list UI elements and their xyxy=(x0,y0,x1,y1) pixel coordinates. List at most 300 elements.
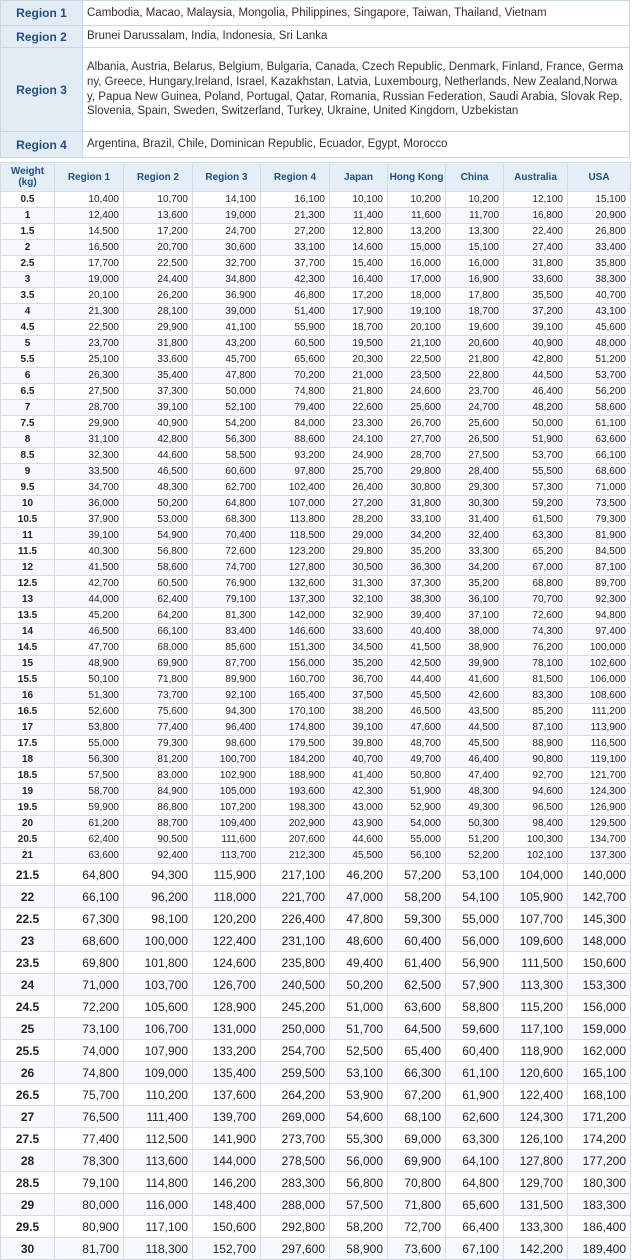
rate-cell: 50,800 xyxy=(388,768,446,784)
rate-row xyxy=(1,1238,631,1260)
rate-cell: 21,000 xyxy=(330,368,388,384)
rate-cell: 57,300 xyxy=(504,480,568,496)
rate-cell: 43,200 xyxy=(193,336,261,352)
weight-cell: 26.5 xyxy=(1,1084,55,1106)
rate-cell: 55,000 xyxy=(55,736,124,752)
rate-row xyxy=(1,432,631,448)
rate-cell: 116,500 xyxy=(568,736,631,752)
rate-cell: 283,300 xyxy=(261,1172,330,1194)
rate-cell: 68,000 xyxy=(124,640,193,656)
rate-cell: 46,500 xyxy=(388,704,446,720)
rate-cell: 94,300 xyxy=(124,864,193,886)
rate-cell: 33,600 xyxy=(330,624,388,640)
weight-cell: 14.5 xyxy=(1,640,55,656)
rate-cell: 98,400 xyxy=(504,816,568,832)
rate-cell: 60,400 xyxy=(388,930,446,952)
rate-cell: 122,400 xyxy=(504,1084,568,1106)
rate-cell: 28,400 xyxy=(446,464,504,480)
rate-row xyxy=(1,1018,631,1040)
weight-cell: 12.5 xyxy=(1,576,55,592)
rate-row xyxy=(1,1084,631,1106)
rate-cell: 64,500 xyxy=(388,1018,446,1040)
weight-cell: 17 xyxy=(1,720,55,736)
weight-cell: 2 xyxy=(1,240,55,256)
rate-cell: 37,500 xyxy=(330,688,388,704)
rate-cell: 65,200 xyxy=(504,544,568,560)
rate-row xyxy=(1,192,631,208)
rate-cell: 250,000 xyxy=(261,1018,330,1040)
rate-cell: 170,100 xyxy=(261,704,330,720)
rate-cell: 68,800 xyxy=(504,576,568,592)
rate-cell: 89,900 xyxy=(193,672,261,688)
rate-cell: 73,500 xyxy=(568,496,631,512)
rate-cell: 19,000 xyxy=(55,272,124,288)
weight-cell: 20.5 xyxy=(1,832,55,848)
rate-cell: 22,600 xyxy=(330,400,388,416)
rate-cell: 15,100 xyxy=(446,240,504,256)
rate-row xyxy=(1,320,631,336)
rate-cell: 148,000 xyxy=(568,930,631,952)
region-label: Region 1 xyxy=(1,1,83,26)
weight-cell: 21.5 xyxy=(1,864,55,886)
rate-cell: 96,400 xyxy=(193,720,261,736)
rate-cell: 87,100 xyxy=(568,560,631,576)
rate-cell: 151,300 xyxy=(261,640,330,656)
rate-cell: 51,700 xyxy=(330,1018,388,1040)
rate-cell: 73,100 xyxy=(55,1018,124,1040)
rate-cell: 72,600 xyxy=(193,544,261,560)
rate-cell: 56,000 xyxy=(330,1150,388,1172)
rate-row xyxy=(1,996,631,1018)
rate-cell: 67,000 xyxy=(504,560,568,576)
rate-cell: 35,400 xyxy=(124,368,193,384)
rate-cell: 60,500 xyxy=(261,336,330,352)
region-row xyxy=(1,48,630,132)
rate-cell: 61,100 xyxy=(446,1062,504,1084)
rate-cell: 22,400 xyxy=(504,224,568,240)
rate-cell: 31,800 xyxy=(388,496,446,512)
rate-cell: 13,200 xyxy=(388,224,446,240)
rate-cell: 90,800 xyxy=(504,752,568,768)
rate-cell: 131,500 xyxy=(504,1194,568,1216)
rate-cell: 75,700 xyxy=(55,1084,124,1106)
rate-cell: 19,000 xyxy=(193,208,261,224)
weight-cell: 7 xyxy=(1,400,55,416)
region-countries: Albania, Austria, Belarus, Belgium, Bulgaria, Canada, Czech Republic, Denmark, Finland, France, Germany, Greece, Hungary,Ireland, Israel, Kazakhstan, Latvia, Luxembourg, Netherlands, New Zealand,Norway, Papua New Guinea, Poland, Portugal, Qatar, Romania, Russian Federation, Saudi Arabia, Slovak Rep, Slovenia, Spain, Sweden, Switzerland, Turkey, Ukraine, United Kingdom, Uzbekistan xyxy=(83,48,630,132)
rate-cell: 17,900 xyxy=(330,304,388,320)
rate-cell: 67,100 xyxy=(446,1238,504,1260)
rate-cell: 140,000 xyxy=(568,864,631,886)
rate-cell: 27,200 xyxy=(261,224,330,240)
rate-cell: 76,900 xyxy=(193,576,261,592)
rate-cell: 85,200 xyxy=(504,704,568,720)
rate-cell: 160,700 xyxy=(261,672,330,688)
rate-cell: 150,600 xyxy=(568,952,631,974)
rate-cell: 32,700 xyxy=(193,256,261,272)
rate-cell: 19,600 xyxy=(446,320,504,336)
weight-cell: 29.5 xyxy=(1,1216,55,1238)
rate-cell: 14,600 xyxy=(330,240,388,256)
rate-cell: 58,800 xyxy=(446,996,504,1018)
weight-cell: 29 xyxy=(1,1194,55,1216)
rate-cell: 68,600 xyxy=(55,930,124,952)
rate-cell: 80,900 xyxy=(55,1216,124,1238)
rate-cell: 111,200 xyxy=(568,704,631,720)
rate-cell: 56,300 xyxy=(193,432,261,448)
rate-cell: 11,600 xyxy=(388,208,446,224)
rate-cell: 21,100 xyxy=(388,336,446,352)
rate-cell: 44,600 xyxy=(330,832,388,848)
rate-cell: 52,100 xyxy=(193,400,261,416)
rate-cell: 212,300 xyxy=(261,848,330,864)
rate-cell: 70,200 xyxy=(261,368,330,384)
rate-cell: 13,600 xyxy=(124,208,193,224)
rate-cell: 36,700 xyxy=(330,672,388,688)
rate-cell: 78,300 xyxy=(55,1150,124,1172)
region-countries: Cambodia, Macao, Malaysia, Mongolia, Philippines, Singapore, Taiwan, Thailand, Vietnam xyxy=(83,1,630,26)
rate-cell: 202,900 xyxy=(261,816,330,832)
rate-cell: 47,800 xyxy=(193,368,261,384)
rate-cell: 259,500 xyxy=(261,1062,330,1084)
rate-cell: 26,500 xyxy=(446,432,504,448)
weight-cell: 25 xyxy=(1,1018,55,1040)
rate-cell: 129,700 xyxy=(504,1172,568,1194)
rate-cell: 79,100 xyxy=(193,592,261,608)
rate-cell: 35,200 xyxy=(330,656,388,672)
rate-cell: 46,400 xyxy=(504,384,568,400)
rate-cell: 39,800 xyxy=(330,736,388,752)
rate-cell: 76,500 xyxy=(55,1106,124,1128)
weight-cell: 0.5 xyxy=(1,192,55,208)
rate-cell: 40,700 xyxy=(568,288,631,304)
rate-cell: 44,500 xyxy=(504,368,568,384)
rate-cell: 83,300 xyxy=(504,688,568,704)
rate-cell: 107,900 xyxy=(124,1040,193,1062)
rate-cell: 56,000 xyxy=(446,930,504,952)
weight-cell: 10.5 xyxy=(1,512,55,528)
rate-row xyxy=(1,864,631,886)
rate-cell: 111,400 xyxy=(124,1106,193,1128)
rate-cell: 16,400 xyxy=(330,272,388,288)
rate-cell: 10,400 xyxy=(55,192,124,208)
rate-cell: 292,800 xyxy=(261,1216,330,1238)
column-header: China xyxy=(446,163,504,192)
rate-cell: 35,800 xyxy=(568,256,631,272)
rate-cell: 69,900 xyxy=(388,1150,446,1172)
rate-cell: 142,000 xyxy=(261,608,330,624)
rate-cell: 145,300 xyxy=(568,908,631,930)
rate-cell: 55,000 xyxy=(446,908,504,930)
rate-cell: 124,300 xyxy=(504,1106,568,1128)
rate-row xyxy=(1,752,631,768)
rate-cell: 53,700 xyxy=(568,368,631,384)
rate-cell: 28,700 xyxy=(388,448,446,464)
region-row xyxy=(1,132,630,158)
rate-cell: 72,600 xyxy=(504,608,568,624)
rate-cell: 126,700 xyxy=(193,974,261,996)
weight-cell: 1 xyxy=(1,208,55,224)
rate-cell: 184,200 xyxy=(261,752,330,768)
rate-cell: 66,300 xyxy=(388,1062,446,1084)
rate-cell: 137,600 xyxy=(193,1084,261,1106)
rate-cell: 137,300 xyxy=(568,848,631,864)
rate-cell: 44,000 xyxy=(55,592,124,608)
rate-cell: 81,900 xyxy=(568,528,631,544)
rate-cell: 59,300 xyxy=(388,908,446,930)
rate-row xyxy=(1,672,631,688)
rate-cell: 118,500 xyxy=(261,528,330,544)
rate-cell: 29,000 xyxy=(330,528,388,544)
rate-cell: 49,700 xyxy=(388,752,446,768)
rate-cell: 119,100 xyxy=(568,752,631,768)
rate-cell: 84,000 xyxy=(261,416,330,432)
rate-cell: 20,600 xyxy=(446,336,504,352)
rate-cell: 55,300 xyxy=(330,1128,388,1150)
rate-cell: 150,600 xyxy=(193,1216,261,1238)
rate-cell: 38,000 xyxy=(446,624,504,640)
column-header: Region 1 xyxy=(55,163,124,192)
rate-cell: 66,100 xyxy=(124,624,193,640)
region-countries: Brunei Darussalam, India, Indonesia, Sri Lanka xyxy=(83,26,630,48)
rate-cell: 37,300 xyxy=(124,384,193,400)
rate-cell: 22,500 xyxy=(388,352,446,368)
rate-cell: 42,800 xyxy=(124,432,193,448)
rate-cell: 39,100 xyxy=(124,400,193,416)
rate-cell: 70,700 xyxy=(504,592,568,608)
rate-row xyxy=(1,464,631,480)
rate-cell: 16,100 xyxy=(261,192,330,208)
rate-cell: 74,800 xyxy=(55,1062,124,1084)
rate-cell: 26,700 xyxy=(388,416,446,432)
rate-row xyxy=(1,832,631,848)
rate-cell: 179,500 xyxy=(261,736,330,752)
weight-cell: 19 xyxy=(1,784,55,800)
region-row xyxy=(1,26,630,48)
rate-row xyxy=(1,592,631,608)
rate-cell: 22,500 xyxy=(55,320,124,336)
rate-cell: 153,300 xyxy=(568,974,631,996)
rate-cell: 148,400 xyxy=(193,1194,261,1216)
rate-cell: 47,600 xyxy=(388,720,446,736)
rate-cell: 58,900 xyxy=(330,1238,388,1260)
rate-cell: 47,700 xyxy=(55,640,124,656)
weight-cell: 16 xyxy=(1,688,55,704)
rate-cell: 28,700 xyxy=(55,400,124,416)
rate-cell: 81,700 xyxy=(55,1238,124,1260)
rate-cell: 37,900 xyxy=(55,512,124,528)
rate-cell: 40,700 xyxy=(330,752,388,768)
rate-cell: 85,600 xyxy=(193,640,261,656)
rate-cell: 113,600 xyxy=(124,1150,193,1172)
rate-cell: 70,800 xyxy=(388,1172,446,1194)
rate-cell: 58,200 xyxy=(388,886,446,908)
rate-cell: 43,000 xyxy=(330,800,388,816)
rate-cell: 139,700 xyxy=(193,1106,261,1128)
rate-cell: 83,000 xyxy=(124,768,193,784)
rate-cell: 39,900 xyxy=(446,656,504,672)
column-header: Australia xyxy=(504,163,568,192)
rate-cell: 159,000 xyxy=(568,1018,631,1040)
rate-cell: 83,400 xyxy=(193,624,261,640)
rate-cell: 221,700 xyxy=(261,886,330,908)
rate-cell: 64,800 xyxy=(446,1172,504,1194)
weight-cell: 27 xyxy=(1,1106,55,1128)
rate-cell: 34,200 xyxy=(446,560,504,576)
rate-cell: 32,100 xyxy=(330,592,388,608)
rate-cell: 33,300 xyxy=(446,544,504,560)
weight-cell: 22.5 xyxy=(1,908,55,930)
rate-cell: 94,800 xyxy=(568,608,631,624)
rate-cell: 29,900 xyxy=(124,320,193,336)
region-row xyxy=(1,1,630,26)
rate-cell: 16,500 xyxy=(55,240,124,256)
rate-cell: 198,300 xyxy=(261,800,330,816)
rate-cell: 41,500 xyxy=(55,560,124,576)
rate-cell: 48,200 xyxy=(504,400,568,416)
rate-cell: 117,100 xyxy=(504,1018,568,1040)
rate-cell: 51,000 xyxy=(330,996,388,1018)
rate-cell: 107,700 xyxy=(504,908,568,930)
column-header: Region 3 xyxy=(193,163,261,192)
weight-cell: 1.5 xyxy=(1,224,55,240)
rate-cell: 17,200 xyxy=(124,224,193,240)
weight-cell: 18.5 xyxy=(1,768,55,784)
rate-cell: 67,200 xyxy=(388,1084,446,1106)
rate-cell: 36,000 xyxy=(55,496,124,512)
rate-cell: 137,300 xyxy=(261,592,330,608)
rate-cell: 25,600 xyxy=(388,400,446,416)
rate-cell: 92,300 xyxy=(568,592,631,608)
rate-cell: 111,500 xyxy=(504,952,568,974)
rate-cell: 112,500 xyxy=(124,1128,193,1150)
rate-cell: 30,300 xyxy=(446,496,504,512)
rate-cell: 87,700 xyxy=(193,656,261,672)
rate-cell: 88,700 xyxy=(124,816,193,832)
rate-cell: 64,100 xyxy=(446,1150,504,1172)
weight-cell: 24.5 xyxy=(1,996,55,1018)
rate-cell: 146,600 xyxy=(261,624,330,640)
rate-cell: 52,500 xyxy=(330,1040,388,1062)
rate-row xyxy=(1,1128,631,1150)
rate-cell: 121,700 xyxy=(568,768,631,784)
rate-cell: 240,500 xyxy=(261,974,330,996)
column-header: Japan xyxy=(330,163,388,192)
rate-cell: 11,700 xyxy=(446,208,504,224)
rate-cell: 17,200 xyxy=(330,288,388,304)
rate-cell: 53,700 xyxy=(504,448,568,464)
column-header: Region 2 xyxy=(124,163,193,192)
rate-cell: 16,000 xyxy=(446,256,504,272)
rate-cell: 31,800 xyxy=(504,256,568,272)
rate-row xyxy=(1,560,631,576)
rate-cell: 141,900 xyxy=(193,1128,261,1150)
rate-cell: 55,500 xyxy=(504,464,568,480)
rate-cell: 16,000 xyxy=(388,256,446,272)
rate-cell: 297,600 xyxy=(261,1238,330,1260)
rate-cell: 72,700 xyxy=(388,1216,446,1238)
rate-cell: 27,500 xyxy=(55,384,124,400)
rate-cell: 12,800 xyxy=(330,224,388,240)
rate-cell: 28,100 xyxy=(124,304,193,320)
rate-cell: 57,500 xyxy=(330,1194,388,1216)
rate-cell: 51,200 xyxy=(446,832,504,848)
weight-cell: 9.5 xyxy=(1,480,55,496)
rate-cell: 132,600 xyxy=(261,576,330,592)
rate-cell: 79,300 xyxy=(568,512,631,528)
rate-row xyxy=(1,974,631,996)
rate-cell: 15,400 xyxy=(330,256,388,272)
rate-cell: 63,600 xyxy=(388,996,446,1018)
rate-cell: 127,800 xyxy=(504,1150,568,1172)
rate-cell: 35,200 xyxy=(388,544,446,560)
rate-cell: 70,400 xyxy=(193,528,261,544)
rate-cell: 90,500 xyxy=(124,832,193,848)
rate-row xyxy=(1,1150,631,1172)
rate-row xyxy=(1,528,631,544)
weight-cell: 6 xyxy=(1,368,55,384)
rate-cell: 17,800 xyxy=(446,288,504,304)
rate-cell: 189,400 xyxy=(568,1238,631,1260)
weight-cell: 16.5 xyxy=(1,704,55,720)
rate-cell: 23,700 xyxy=(446,384,504,400)
rate-cell: 156,000 xyxy=(568,996,631,1018)
rate-cell: 98,100 xyxy=(124,908,193,930)
region-label: Region 2 xyxy=(1,26,83,48)
rate-cell: 33,100 xyxy=(388,512,446,528)
rate-cell: 10,100 xyxy=(330,192,388,208)
rate-cell: 118,300 xyxy=(124,1238,193,1260)
rate-cell: 51,200 xyxy=(568,352,631,368)
rate-row xyxy=(1,208,631,224)
rate-cell: 118,000 xyxy=(193,886,261,908)
rate-row xyxy=(1,272,631,288)
rate-cell: 113,700 xyxy=(193,848,261,864)
rate-cell: 21,800 xyxy=(446,352,504,368)
rate-cell: 50,000 xyxy=(504,416,568,432)
rate-cell: 74,700 xyxy=(193,560,261,576)
rate-cell: 62,400 xyxy=(55,832,124,848)
rate-cell: 30,800 xyxy=(388,480,446,496)
rate-row xyxy=(1,496,631,512)
rate-cell: 122,400 xyxy=(193,930,261,952)
rate-cell: 73,700 xyxy=(124,688,193,704)
rate-cell: 30,600 xyxy=(193,240,261,256)
rate-cell: 25,600 xyxy=(446,416,504,432)
rate-cell: 37,100 xyxy=(446,608,504,624)
rate-row xyxy=(1,352,631,368)
rate-cell: 81,300 xyxy=(193,608,261,624)
rate-cell: 33,500 xyxy=(55,464,124,480)
rate-cell: 129,500 xyxy=(568,816,631,832)
rate-cell: 32,900 xyxy=(330,608,388,624)
rate-cell: 100,000 xyxy=(124,930,193,952)
rate-cell: 34,500 xyxy=(330,640,388,656)
rate-cell: 18,000 xyxy=(388,288,446,304)
rate-cell: 269,000 xyxy=(261,1106,330,1128)
rate-cell: 174,200 xyxy=(568,1128,631,1150)
rate-cell: 128,900 xyxy=(193,996,261,1018)
rate-cell: 96,500 xyxy=(504,800,568,816)
rate-cell: 43,900 xyxy=(330,816,388,832)
rate-cell: 55,000 xyxy=(388,832,446,848)
rate-cell: 36,300 xyxy=(388,560,446,576)
rate-cell: 54,900 xyxy=(124,528,193,544)
rate-cell: 57,900 xyxy=(446,974,504,996)
rate-cell: 273,700 xyxy=(261,1128,330,1150)
region-table xyxy=(0,0,630,158)
rate-cell: 10,700 xyxy=(124,192,193,208)
rate-cell: 73,600 xyxy=(388,1238,446,1260)
